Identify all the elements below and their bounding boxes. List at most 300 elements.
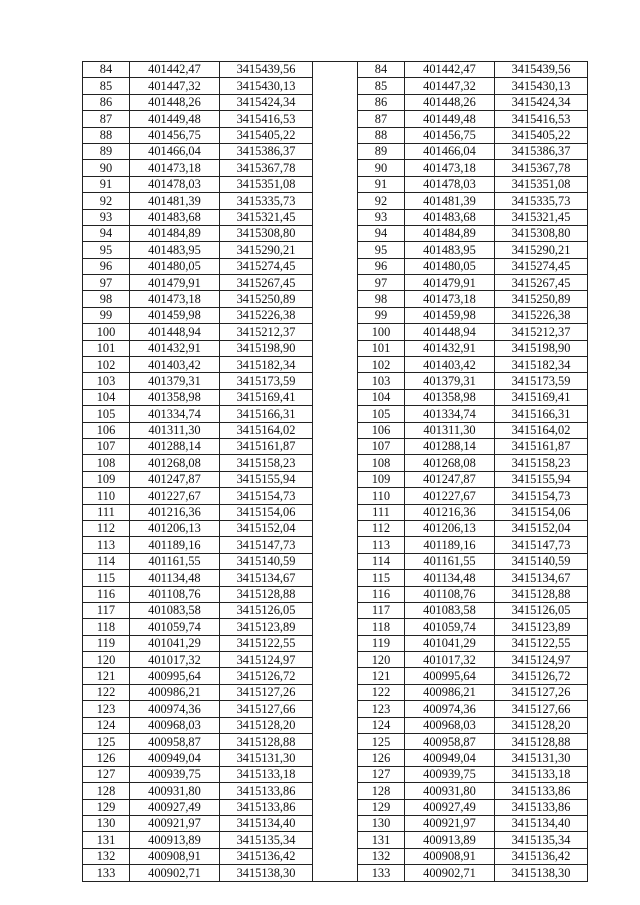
right-x-coordinate-cell: 400902,71 <box>405 865 495 881</box>
table-row <box>83 127 588 143</box>
right-point-number-cell: 110 <box>358 488 405 504</box>
left-point-number-cell: 99 <box>83 307 130 323</box>
right-x-coordinate-cell: 400995,64 <box>405 668 495 684</box>
table-row <box>83 275 588 291</box>
left-y-coordinate-cell: 3415140,59 <box>220 553 313 569</box>
right-x-coordinate-cell: 401479,91 <box>405 275 495 291</box>
left-point-number-cell: 114 <box>83 553 130 569</box>
right-y-coordinate-cell: 3415155,94 <box>495 471 588 487</box>
left-point-number-cell: 110 <box>83 488 130 504</box>
column-separator-cell <box>313 537 358 553</box>
table-row <box>83 209 588 225</box>
right-point-number-cell: 114 <box>358 553 405 569</box>
left-y-coordinate-cell: 3415430,13 <box>220 78 313 94</box>
table-row <box>83 635 588 651</box>
left-x-coordinate-cell: 401473,18 <box>130 291 220 307</box>
right-x-coordinate-cell: 401473,18 <box>405 160 495 176</box>
left-y-coordinate-cell: 3415424,34 <box>220 94 313 110</box>
left-x-coordinate-cell: 400939,75 <box>130 766 220 782</box>
left-point-number-cell: 122 <box>83 684 130 700</box>
left-y-coordinate-cell: 3415123,89 <box>220 619 313 635</box>
column-separator-cell <box>313 553 358 569</box>
left-x-coordinate-cell: 401478,03 <box>130 176 220 192</box>
column-separator-cell <box>313 783 358 799</box>
table-row <box>83 438 588 454</box>
right-point-number-cell: 131 <box>358 832 405 848</box>
left-x-coordinate-cell: 400921,97 <box>130 815 220 831</box>
table-row <box>83 160 588 176</box>
right-point-number-cell: 133 <box>358 865 405 881</box>
left-y-coordinate-cell: 3415124,97 <box>220 652 313 668</box>
table-row <box>83 799 588 815</box>
right-point-number-cell: 85 <box>358 78 405 94</box>
right-x-coordinate-cell: 401447,32 <box>405 78 495 94</box>
left-point-number-cell: 96 <box>83 258 130 274</box>
left-point-number-cell: 88 <box>83 127 130 143</box>
left-y-coordinate-cell: 3415182,34 <box>220 357 313 373</box>
right-x-coordinate-cell: 401459,98 <box>405 307 495 323</box>
right-x-coordinate-cell: 401227,67 <box>405 488 495 504</box>
column-separator-cell <box>313 815 358 831</box>
right-y-coordinate-cell: 3415267,45 <box>495 275 588 291</box>
left-x-coordinate-cell: 401447,32 <box>130 78 220 94</box>
table-row <box>83 406 588 422</box>
left-point-number-cell: 118 <box>83 619 130 635</box>
left-x-coordinate-cell: 401206,13 <box>130 520 220 536</box>
left-y-coordinate-cell: 3415155,94 <box>220 471 313 487</box>
column-separator-cell <box>313 602 358 618</box>
right-y-coordinate-cell: 3415158,23 <box>495 455 588 471</box>
left-x-coordinate-cell: 401479,91 <box>130 275 220 291</box>
column-separator-cell <box>313 422 358 438</box>
column-separator-cell <box>313 160 358 176</box>
left-point-number-cell: 109 <box>83 471 130 487</box>
right-x-coordinate-cell: 400968,03 <box>405 717 495 733</box>
left-x-coordinate-cell: 401483,95 <box>130 242 220 258</box>
left-point-number-cell: 133 <box>83 865 130 881</box>
right-y-coordinate-cell: 3415134,67 <box>495 570 588 586</box>
left-point-number-cell: 102 <box>83 357 130 373</box>
right-point-number-cell: 127 <box>358 766 405 782</box>
right-y-coordinate-cell: 3415351,08 <box>495 176 588 192</box>
right-y-coordinate-cell: 3415166,31 <box>495 406 588 422</box>
right-x-coordinate-cell: 401480,05 <box>405 258 495 274</box>
column-separator-cell <box>313 176 358 192</box>
table-row <box>83 373 588 389</box>
left-x-coordinate-cell: 401432,91 <box>130 340 220 356</box>
right-x-coordinate-cell: 401083,58 <box>405 602 495 618</box>
right-y-coordinate-cell: 3415134,40 <box>495 815 588 831</box>
table-row <box>83 111 588 127</box>
right-y-coordinate-cell: 3415124,97 <box>495 652 588 668</box>
table-row <box>83 455 588 471</box>
right-point-number-cell: 89 <box>358 143 405 159</box>
right-point-number-cell: 108 <box>358 455 405 471</box>
right-x-coordinate-cell: 400949,04 <box>405 750 495 766</box>
right-y-coordinate-cell: 3415308,80 <box>495 225 588 241</box>
right-point-number-cell: 116 <box>358 586 405 602</box>
right-point-number-cell: 86 <box>358 94 405 110</box>
column-separator-cell <box>313 225 358 241</box>
right-x-coordinate-cell: 400927,49 <box>405 799 495 815</box>
column-separator-cell <box>313 701 358 717</box>
right-y-coordinate-cell: 3415274,45 <box>495 258 588 274</box>
right-x-coordinate-cell: 401189,16 <box>405 537 495 553</box>
left-y-coordinate-cell: 3415274,45 <box>220 258 313 274</box>
left-x-coordinate-cell: 401466,04 <box>130 143 220 159</box>
right-x-coordinate-cell: 401403,42 <box>405 357 495 373</box>
right-x-coordinate-cell: 400913,89 <box>405 832 495 848</box>
column-separator-cell <box>313 242 358 258</box>
left-y-coordinate-cell: 3415154,06 <box>220 504 313 520</box>
right-x-coordinate-cell: 401448,94 <box>405 324 495 340</box>
right-y-coordinate-cell: 3415212,37 <box>495 324 588 340</box>
column-separator-cell <box>313 78 358 94</box>
right-x-coordinate-cell: 401466,04 <box>405 143 495 159</box>
table-row <box>83 225 588 241</box>
right-point-number-cell: 119 <box>358 635 405 651</box>
right-y-coordinate-cell: 3415416,53 <box>495 111 588 127</box>
left-y-coordinate-cell: 3415416,53 <box>220 111 313 127</box>
left-y-coordinate-cell: 3415122,55 <box>220 635 313 651</box>
right-y-coordinate-cell: 3415128,20 <box>495 717 588 733</box>
left-y-coordinate-cell: 3415127,66 <box>220 701 313 717</box>
left-point-number-cell: 87 <box>83 111 130 127</box>
left-point-number-cell: 95 <box>83 242 130 258</box>
right-point-number-cell: 115 <box>358 570 405 586</box>
left-y-coordinate-cell: 3415290,21 <box>220 242 313 258</box>
left-x-coordinate-cell: 401481,39 <box>130 193 220 209</box>
table-row <box>83 750 588 766</box>
right-y-coordinate-cell: 3415335,73 <box>495 193 588 209</box>
column-separator-cell <box>313 455 358 471</box>
left-y-coordinate-cell: 3415173,59 <box>220 373 313 389</box>
left-x-coordinate-cell: 400995,64 <box>130 668 220 684</box>
left-point-number-cell: 111 <box>83 504 130 520</box>
column-separator-cell <box>313 193 358 209</box>
table-row <box>83 684 588 700</box>
right-x-coordinate-cell: 401288,14 <box>405 438 495 454</box>
right-x-coordinate-cell: 400958,87 <box>405 734 495 750</box>
right-y-coordinate-cell: 3415138,30 <box>495 865 588 881</box>
left-x-coordinate-cell: 401041,29 <box>130 635 220 651</box>
left-x-coordinate-cell: 401161,55 <box>130 553 220 569</box>
table-row <box>83 422 588 438</box>
left-y-coordinate-cell: 3415154,73 <box>220 488 313 504</box>
right-point-number-cell: 105 <box>358 406 405 422</box>
left-x-coordinate-cell: 401288,14 <box>130 438 220 454</box>
right-point-number-cell: 87 <box>358 111 405 127</box>
column-separator-cell <box>313 111 358 127</box>
right-point-number-cell: 101 <box>358 340 405 356</box>
right-x-coordinate-cell: 401334,74 <box>405 406 495 422</box>
left-point-number-cell: 90 <box>83 160 130 176</box>
table-row <box>83 94 588 110</box>
left-y-coordinate-cell: 3415161,87 <box>220 438 313 454</box>
right-y-coordinate-cell: 3415126,05 <box>495 602 588 618</box>
left-y-coordinate-cell: 3415164,02 <box>220 422 313 438</box>
left-point-number-cell: 86 <box>83 94 130 110</box>
table-row <box>83 389 588 405</box>
right-x-coordinate-cell: 401449,48 <box>405 111 495 127</box>
right-x-coordinate-cell: 401247,87 <box>405 471 495 487</box>
right-point-number-cell: 102 <box>358 357 405 373</box>
left-point-number-cell: 124 <box>83 717 130 733</box>
right-point-number-cell: 126 <box>358 750 405 766</box>
left-point-number-cell: 103 <box>83 373 130 389</box>
left-point-number-cell: 104 <box>83 389 130 405</box>
table-row <box>83 602 588 618</box>
left-x-coordinate-cell: 401448,94 <box>130 324 220 340</box>
column-separator-cell <box>313 668 358 684</box>
left-x-coordinate-cell: 401442,47 <box>130 62 220 78</box>
column-separator-cell <box>313 291 358 307</box>
column-separator-cell <box>313 209 358 225</box>
table-row <box>83 471 588 487</box>
right-x-coordinate-cell: 401448,26 <box>405 94 495 110</box>
right-y-coordinate-cell: 3415128,88 <box>495 586 588 602</box>
right-y-coordinate-cell: 3415154,06 <box>495 504 588 520</box>
left-x-coordinate-cell: 401189,16 <box>130 537 220 553</box>
table-row <box>83 848 588 864</box>
right-point-number-cell: 128 <box>358 783 405 799</box>
left-y-coordinate-cell: 3415134,67 <box>220 570 313 586</box>
right-y-coordinate-cell: 3415133,18 <box>495 766 588 782</box>
right-x-coordinate-cell: 401108,76 <box>405 586 495 602</box>
right-point-number-cell: 104 <box>358 389 405 405</box>
right-y-coordinate-cell: 3415133,86 <box>495 783 588 799</box>
left-y-coordinate-cell: 3415127,26 <box>220 684 313 700</box>
table-row <box>83 504 588 520</box>
left-y-coordinate-cell: 3415158,23 <box>220 455 313 471</box>
left-x-coordinate-cell: 401449,48 <box>130 111 220 127</box>
right-x-coordinate-cell: 401483,95 <box>405 242 495 258</box>
left-x-coordinate-cell: 401448,26 <box>130 94 220 110</box>
left-y-coordinate-cell: 3415128,20 <box>220 717 313 733</box>
right-point-number-cell: 97 <box>358 275 405 291</box>
table-row <box>83 570 588 586</box>
right-point-number-cell: 95 <box>358 242 405 258</box>
left-point-number-cell: 98 <box>83 291 130 307</box>
left-y-coordinate-cell: 3415351,08 <box>220 176 313 192</box>
right-y-coordinate-cell: 3415226,38 <box>495 307 588 323</box>
column-separator-cell <box>313 406 358 422</box>
left-x-coordinate-cell: 401483,68 <box>130 209 220 225</box>
left-point-number-cell: 112 <box>83 520 130 536</box>
right-point-number-cell: 129 <box>358 799 405 815</box>
right-y-coordinate-cell: 3415147,73 <box>495 537 588 553</box>
left-x-coordinate-cell: 400902,71 <box>130 865 220 881</box>
right-y-coordinate-cell: 3415136,42 <box>495 848 588 864</box>
right-y-coordinate-cell: 3415154,73 <box>495 488 588 504</box>
left-point-number-cell: 100 <box>83 324 130 340</box>
right-y-coordinate-cell: 3415169,41 <box>495 389 588 405</box>
left-y-coordinate-cell: 3415126,05 <box>220 602 313 618</box>
right-point-number-cell: 98 <box>358 291 405 307</box>
right-x-coordinate-cell: 401059,74 <box>405 619 495 635</box>
right-x-coordinate-cell: 400908,91 <box>405 848 495 864</box>
table-row <box>83 815 588 831</box>
left-x-coordinate-cell: 401459,98 <box>130 307 220 323</box>
left-point-number-cell: 126 <box>83 750 130 766</box>
right-y-coordinate-cell: 3415430,13 <box>495 78 588 94</box>
right-x-coordinate-cell: 401481,39 <box>405 193 495 209</box>
right-point-number-cell: 94 <box>358 225 405 241</box>
right-x-coordinate-cell: 401484,89 <box>405 225 495 241</box>
left-y-coordinate-cell: 3415128,88 <box>220 734 313 750</box>
left-x-coordinate-cell: 400913,89 <box>130 832 220 848</box>
column-separator-cell <box>313 62 358 78</box>
left-point-number-cell: 123 <box>83 701 130 717</box>
table-row <box>83 783 588 799</box>
left-y-coordinate-cell: 3415335,73 <box>220 193 313 209</box>
left-x-coordinate-cell: 401334,74 <box>130 406 220 422</box>
left-x-coordinate-cell: 401059,74 <box>130 619 220 635</box>
column-separator-cell <box>313 94 358 110</box>
column-separator-cell <box>313 471 358 487</box>
left-y-coordinate-cell: 3415126,72 <box>220 668 313 684</box>
column-separator-cell <box>313 357 358 373</box>
left-point-number-cell: 130 <box>83 815 130 831</box>
left-x-coordinate-cell: 400986,21 <box>130 684 220 700</box>
left-x-coordinate-cell: 401379,31 <box>130 373 220 389</box>
column-separator-cell <box>313 438 358 454</box>
left-point-number-cell: 94 <box>83 225 130 241</box>
column-separator-cell <box>313 652 358 668</box>
table-row <box>83 619 588 635</box>
right-point-number-cell: 100 <box>358 324 405 340</box>
right-y-coordinate-cell: 3415182,34 <box>495 357 588 373</box>
right-x-coordinate-cell: 401206,13 <box>405 520 495 536</box>
table-row <box>83 340 588 356</box>
left-x-coordinate-cell: 401456,75 <box>130 127 220 143</box>
right-point-number-cell: 93 <box>358 209 405 225</box>
table-row <box>83 537 588 553</box>
right-point-number-cell: 132 <box>358 848 405 864</box>
right-point-number-cell: 130 <box>358 815 405 831</box>
table-row <box>83 62 588 78</box>
right-y-coordinate-cell: 3415122,55 <box>495 635 588 651</box>
right-point-number-cell: 107 <box>358 438 405 454</box>
left-y-coordinate-cell: 3415131,30 <box>220 750 313 766</box>
table-row <box>83 193 588 209</box>
right-y-coordinate-cell: 3415290,21 <box>495 242 588 258</box>
table-row <box>83 553 588 569</box>
left-point-number-cell: 106 <box>83 422 130 438</box>
column-separator-cell <box>313 340 358 356</box>
right-x-coordinate-cell: 400921,97 <box>405 815 495 831</box>
table-row <box>83 734 588 750</box>
left-point-number-cell: 115 <box>83 570 130 586</box>
table-row <box>83 143 588 159</box>
column-separator-cell <box>313 799 358 815</box>
left-point-number-cell: 105 <box>83 406 130 422</box>
right-x-coordinate-cell: 401358,98 <box>405 389 495 405</box>
column-separator-cell <box>313 717 358 733</box>
right-y-coordinate-cell: 3415173,59 <box>495 373 588 389</box>
right-point-number-cell: 96 <box>358 258 405 274</box>
right-point-number-cell: 106 <box>358 422 405 438</box>
left-y-coordinate-cell: 3415405,22 <box>220 127 313 143</box>
right-x-coordinate-cell: 400986,21 <box>405 684 495 700</box>
left-y-coordinate-cell: 3415367,78 <box>220 160 313 176</box>
left-point-number-cell: 84 <box>83 62 130 78</box>
left-x-coordinate-cell: 400908,91 <box>130 848 220 864</box>
left-point-number-cell: 91 <box>83 176 130 192</box>
right-x-coordinate-cell: 401442,47 <box>405 62 495 78</box>
table-row <box>83 668 588 684</box>
right-point-number-cell: 118 <box>358 619 405 635</box>
column-separator-cell <box>313 488 358 504</box>
right-point-number-cell: 111 <box>358 504 405 520</box>
left-point-number-cell: 128 <box>83 783 130 799</box>
table-row <box>83 865 588 881</box>
right-x-coordinate-cell: 401268,08 <box>405 455 495 471</box>
column-separator-cell <box>313 766 358 782</box>
left-point-number-cell: 93 <box>83 209 130 225</box>
left-x-coordinate-cell: 401480,05 <box>130 258 220 274</box>
right-point-number-cell: 84 <box>358 62 405 78</box>
table-row <box>83 242 588 258</box>
coordinates-table-body <box>83 62 588 882</box>
right-y-coordinate-cell: 3415135,34 <box>495 832 588 848</box>
left-x-coordinate-cell: 401108,76 <box>130 586 220 602</box>
table-row <box>83 520 588 536</box>
right-point-number-cell: 103 <box>358 373 405 389</box>
left-point-number-cell: 85 <box>83 78 130 94</box>
left-y-coordinate-cell: 3415138,30 <box>220 865 313 881</box>
right-y-coordinate-cell: 3415128,88 <box>495 734 588 750</box>
left-point-number-cell: 120 <box>83 652 130 668</box>
left-y-coordinate-cell: 3415134,40 <box>220 815 313 831</box>
column-separator-cell <box>313 586 358 602</box>
column-separator-cell <box>313 750 358 766</box>
left-y-coordinate-cell: 3415135,34 <box>220 832 313 848</box>
right-x-coordinate-cell: 400931,80 <box>405 783 495 799</box>
left-y-coordinate-cell: 3415133,86 <box>220 783 313 799</box>
right-y-coordinate-cell: 3415127,66 <box>495 701 588 717</box>
right-y-coordinate-cell: 3415140,59 <box>495 553 588 569</box>
left-point-number-cell: 129 <box>83 799 130 815</box>
left-y-coordinate-cell: 3415169,41 <box>220 389 313 405</box>
right-point-number-cell: 91 <box>358 176 405 192</box>
left-x-coordinate-cell: 400958,87 <box>130 734 220 750</box>
right-point-number-cell: 90 <box>358 160 405 176</box>
column-separator-cell <box>313 570 358 586</box>
column-separator-cell <box>313 127 358 143</box>
right-x-coordinate-cell: 400939,75 <box>405 766 495 782</box>
left-x-coordinate-cell: 401134,48 <box>130 570 220 586</box>
left-point-number-cell: 92 <box>83 193 130 209</box>
right-point-number-cell: 122 <box>358 684 405 700</box>
right-point-number-cell: 109 <box>358 471 405 487</box>
left-point-number-cell: 108 <box>83 455 130 471</box>
left-x-coordinate-cell: 400968,03 <box>130 717 220 733</box>
right-y-coordinate-cell: 3415127,26 <box>495 684 588 700</box>
right-y-coordinate-cell: 3415161,87 <box>495 438 588 454</box>
coordinates-table <box>82 61 588 882</box>
left-point-number-cell: 125 <box>83 734 130 750</box>
left-x-coordinate-cell: 401216,36 <box>130 504 220 520</box>
right-x-coordinate-cell: 401379,31 <box>405 373 495 389</box>
left-point-number-cell: 107 <box>83 438 130 454</box>
table-row <box>83 766 588 782</box>
column-separator-cell <box>313 635 358 651</box>
left-point-number-cell: 97 <box>83 275 130 291</box>
left-x-coordinate-cell: 401227,67 <box>130 488 220 504</box>
right-point-number-cell: 117 <box>358 602 405 618</box>
column-separator-cell <box>313 373 358 389</box>
